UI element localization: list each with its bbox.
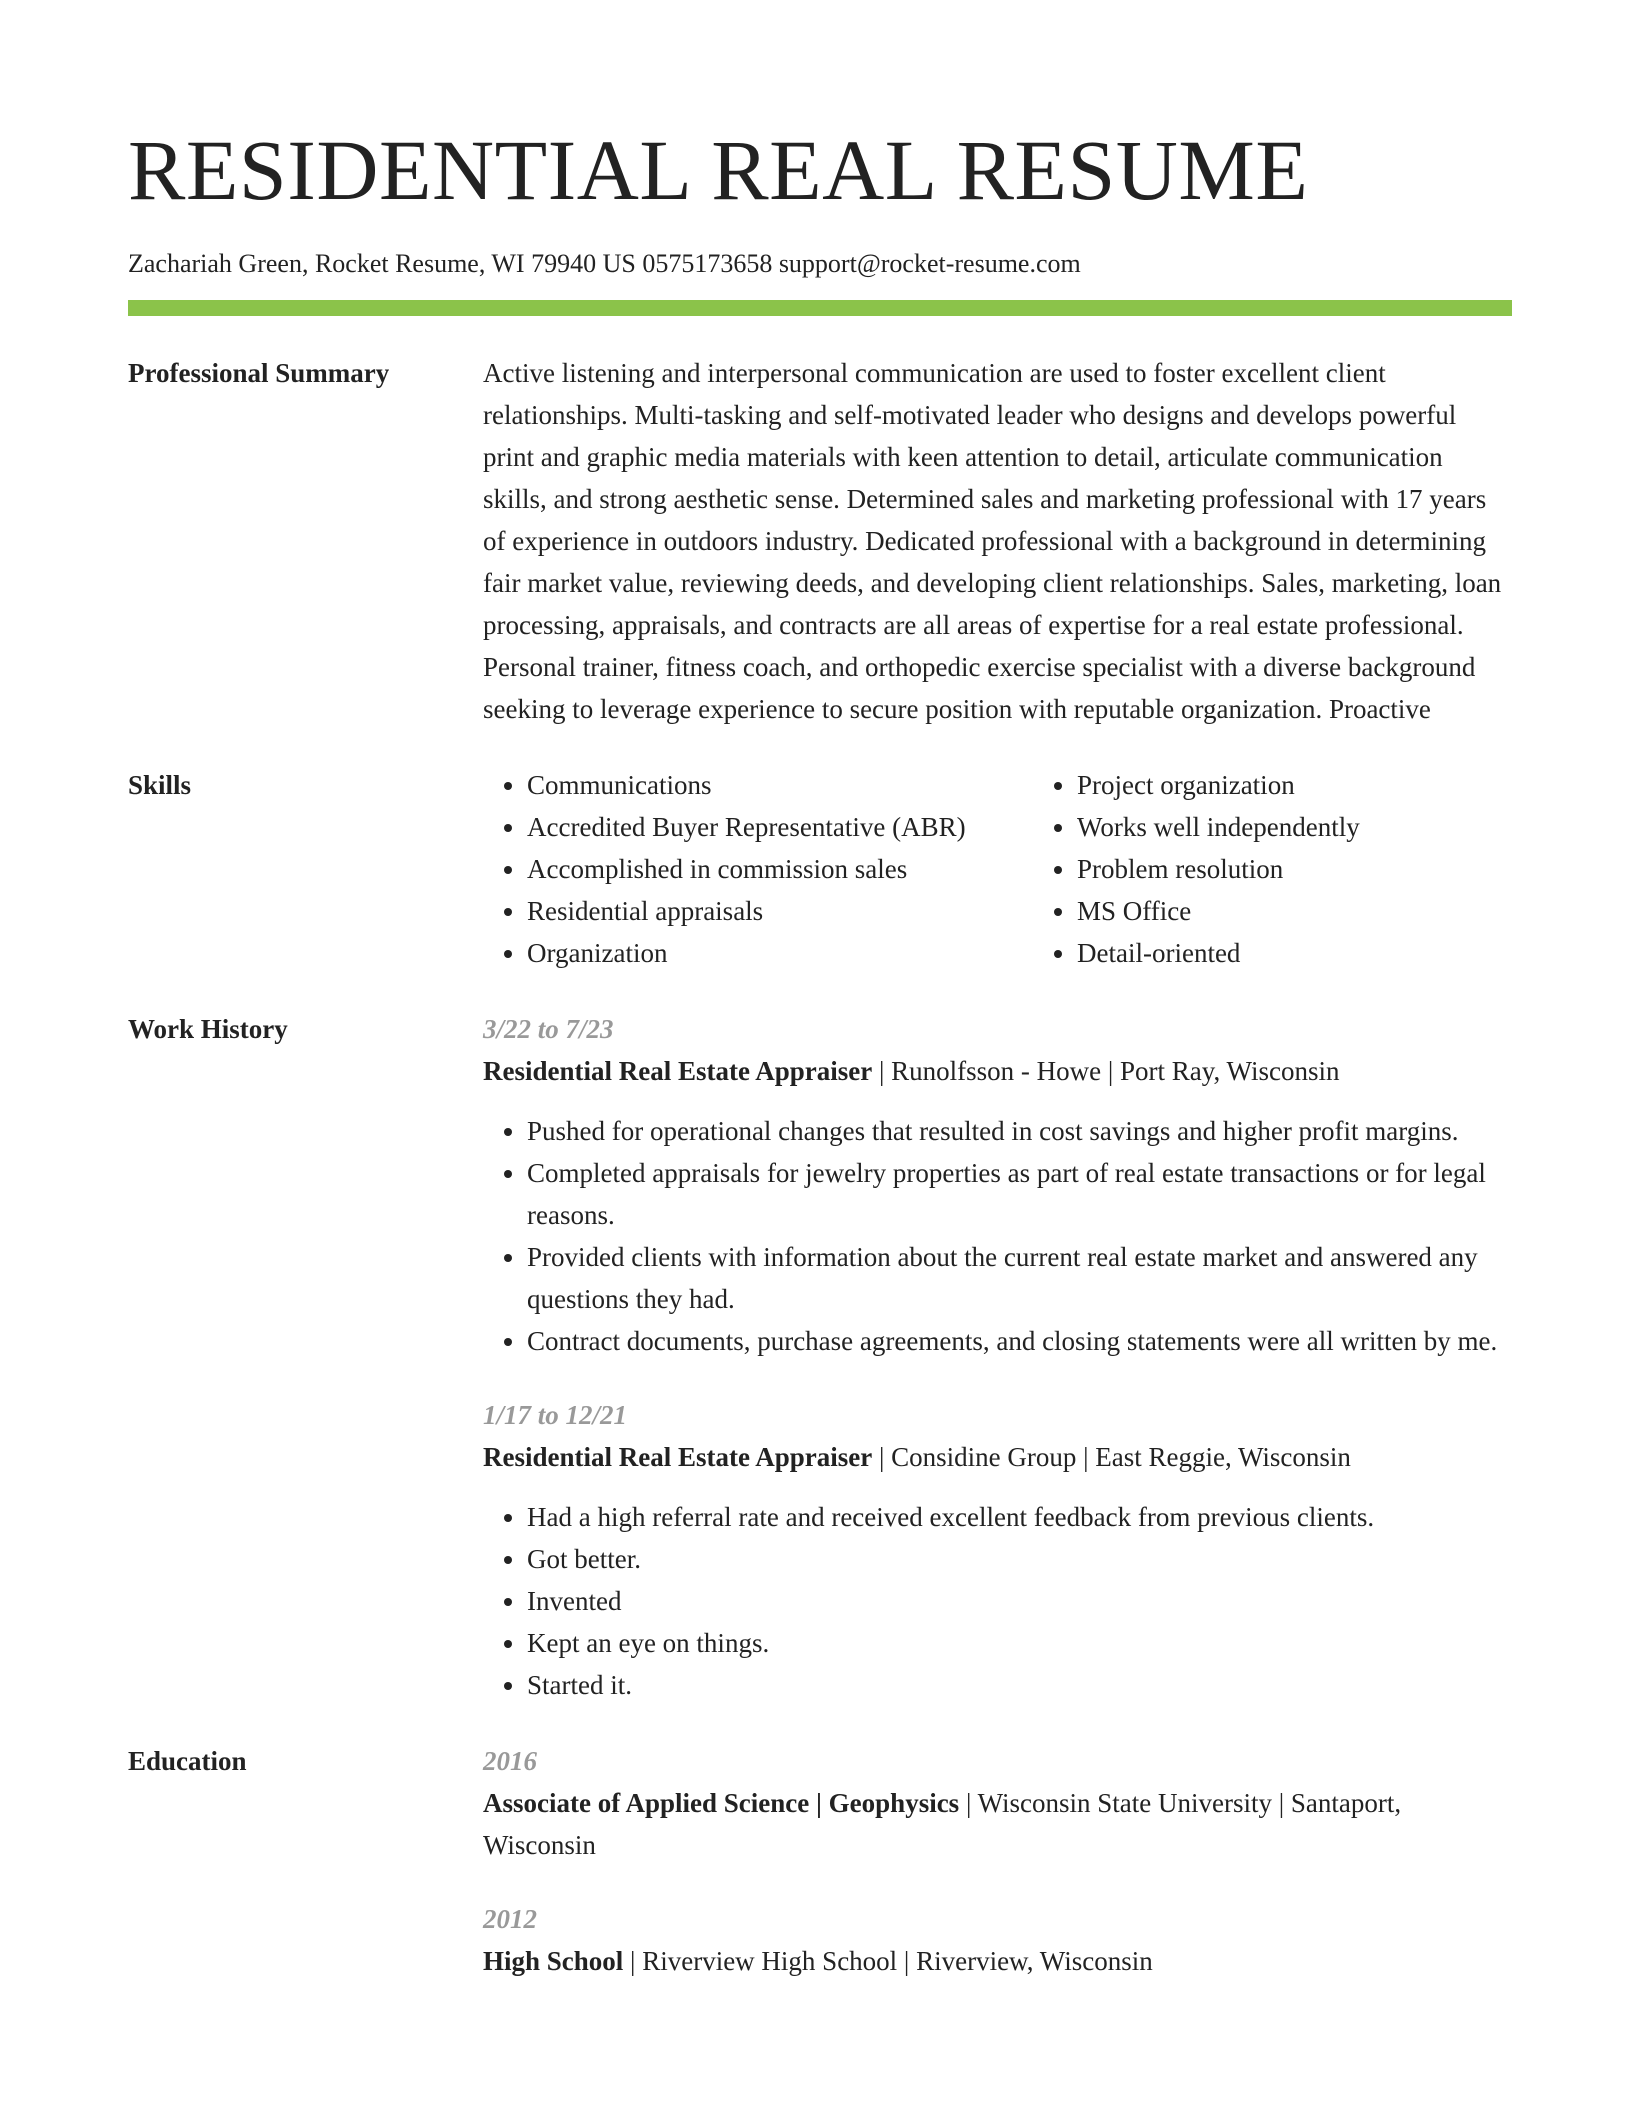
job-title: Residential Real Estate Appraiser: [483, 1442, 873, 1472]
job-dates: 1/17 to 12/21: [483, 1400, 628, 1430]
education-degree: Associate of Applied Science | Geophysics: [483, 1788, 960, 1818]
job-details: | Runolfsson - Howe | Port Ray, Wisconsin: [872, 1056, 1340, 1086]
skills-section: [128, 764, 1512, 974]
skill-item: • Problem resolution: [1077, 848, 1583, 890]
job-details: | Considine Group | East Reggie, Wisconsin: [872, 1442, 1351, 1472]
work-history-section: [128, 1008, 1512, 1706]
resume-page: [128, 0, 1512, 1982]
job-role-line: [483, 1436, 1512, 1478]
skill-item: • Accomplished in commission sales: [527, 848, 1033, 890]
education-details: | Wisconsin State University | Santaport, Wisconsin: [483, 1788, 1402, 1860]
skills-column-1: [483, 764, 1033, 974]
skill-item: • Residential appraisals: [527, 890, 1033, 932]
skills-grid: [483, 764, 1583, 974]
summary-label: Professional Summary: [128, 358, 390, 388]
skill-item: • Works well independently: [1077, 806, 1583, 848]
skill-item: • MS Office: [1077, 890, 1583, 932]
resume-title: RESIDENTIAL REAL RESUME: [128, 122, 1309, 218]
job-bullet: • Invented: [527, 1580, 1512, 1622]
skill-item: • Project organization: [1077, 764, 1583, 806]
work-history-label: Work History: [128, 1014, 288, 1044]
header-divider: [128, 300, 1512, 316]
education-year: 2016: [483, 1746, 537, 1776]
job-bullet: • Kept an eye on things.: [527, 1622, 1512, 1664]
skill-item: • Communications: [527, 764, 1033, 806]
job-bullet: • Got better.: [527, 1538, 1512, 1580]
education-section: [128, 1740, 1512, 1982]
skills-label: Skills: [128, 770, 192, 800]
job-role-line: [483, 1050, 1512, 1092]
job-entry: [483, 1008, 1512, 1362]
education-year: 2012: [483, 1904, 537, 1934]
contact-line: Zachariah Green, Rocket Resume, WI 79940 US 0575173658 support@rocket-resume.com: [128, 249, 1081, 278]
summary-section: [128, 352, 1512, 730]
job-bullet: • Started it.: [527, 1664, 1512, 1706]
job-dates: 3/22 to 7/23: [483, 1014, 614, 1044]
summary-text: Active listening and interpersonal communication are used to foster excellent client relationships. Multi-tasking and self-motivated leader who designs and develops powerful print and graphic media materials with keen attention to detail, articulate communication skills, and strong aesthetic sense. Determined sales and marketing professional with 17 years of experience in outdoors industry. Dedicated professional with a background in determining fair market value, reviewing deeds, and developing client relationships. Sales, marketing, loan processing, appraisals, and contracts are all areas of expertise for a real estate professional. Personal trainer, fitness coach, and orthopedic exercise specialist with a diverse background seeking to leverage experience to secure position with reputable organization. Proactive: [483, 358, 1502, 724]
education-line: [483, 1940, 1512, 1982]
job-bullet: • Had a high referral rate and received excellent feedback from previous clients.: [527, 1496, 1512, 1538]
job-bullet: • Completed appraisals for jewelry properties as part of real estate transactions or for legal reasons.: [527, 1152, 1512, 1236]
education-entry: [483, 1740, 1512, 1866]
skill-item: • Organization: [527, 932, 1033, 974]
education-line: [483, 1782, 1512, 1866]
education-entry: [483, 1898, 1512, 1982]
job-bullet: • Contract documents, purchase agreements, and closing statements were all written by me.: [527, 1320, 1512, 1362]
job-bullets: [483, 1110, 1512, 1362]
job-bullet: • Pushed for operational changes that resulted in cost savings and higher profit margins.: [527, 1110, 1512, 1152]
skill-item: • Accredited Buyer Representative (ABR): [527, 806, 1033, 848]
skills-column-2: [1033, 764, 1583, 974]
skill-item: • Detail-oriented: [1077, 932, 1583, 974]
job-bullet: • Provided clients with information about the current real estate market and answered any questions they had.: [527, 1236, 1512, 1320]
education-label: Education: [128, 1746, 247, 1776]
job-title: Residential Real Estate Appraiser: [483, 1056, 873, 1086]
education-degree: High School: [483, 1946, 624, 1976]
education-details: | Riverview High School | Riverview, Wisconsin: [623, 1946, 1153, 1976]
job-bullets: [483, 1496, 1512, 1706]
job-entry: [483, 1394, 1512, 1706]
